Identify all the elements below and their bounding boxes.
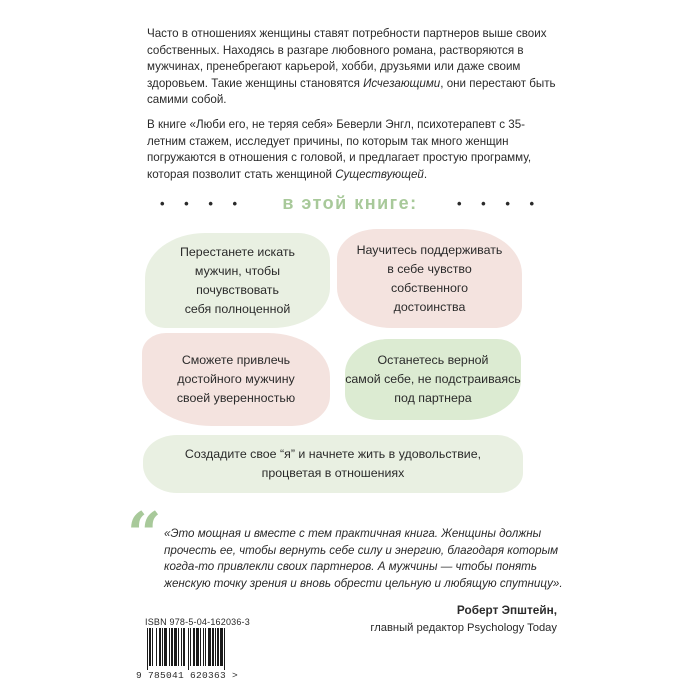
quote-author: Роберт Эпштейн, (456, 603, 557, 617)
intro-text: В книге «Люби его, не теряя себя» Беверли Энгл, психотерапевт с 35-летним стажем, исследует причины, по которым так много женщин погружаются в отношения с головой, и предлагает простую программу, которая позволит стать женщиной (147, 118, 532, 181)
intro-text: Часто в отношениях женщины ставят потребности партнеров выше своих собственных. Находясь в разгаре любовного романа, растворяются в мужчинах, пренебрегают карьерой, хобби, друзьями или даже своим здоровьем. Такие женщины становятся (147, 27, 547, 90)
isbn-label: ISBN 978-5-04-162036-3 (145, 617, 250, 627)
benefit-line: Создадите свое “я” и начнете жить в удовольствие, (184, 447, 482, 461)
intro-text: . (423, 167, 428, 181)
benefit-line: собственного (390, 280, 469, 295)
quote-mark-icon: “ (127, 500, 162, 570)
section-heading: в этой книге: (282, 193, 418, 213)
benefit-line: под партнера (394, 391, 472, 405)
benefit-line: себя полноценной (184, 301, 291, 316)
benefit-line: Научитесь поддерживать (356, 242, 503, 257)
intro-paragraph-2 (147, 117, 557, 183)
benefit-line: своей уверенностью (176, 391, 296, 405)
decorative-dots-right: • • • • (457, 196, 543, 211)
benefit-card-wide (143, 435, 523, 493)
quote-author-role: главный редактор Psychology Today (370, 622, 557, 634)
benefit-line: Сможете привлечь (181, 353, 291, 367)
benefit-line: достойного мужчину (177, 372, 295, 386)
section-heading-row (0, 193, 700, 217)
benefit-card (145, 233, 330, 328)
barcode-digits: 9 785041 620363 > (136, 670, 239, 681)
intro-emphasis: Существующей (335, 167, 424, 181)
intro-emphasis: Исчезающими (363, 76, 441, 90)
benefit-card (345, 339, 521, 420)
benefit-card (337, 229, 522, 328)
benefit-line: процветая в отношениях (261, 466, 405, 480)
benefit-card (142, 333, 330, 426)
benefit-line: в себе чувство (387, 261, 472, 276)
barcode-icon (145, 628, 255, 670)
intro-paragraph-1 (147, 26, 557, 109)
intro-text: , они перестают быть самими собой. (147, 76, 556, 107)
benefit-line: мужчин, чтобы (194, 263, 281, 278)
decorative-dots-left: • • • • (160, 196, 246, 211)
benefit-line: самой себе, не подстраиваясь (345, 372, 521, 386)
benefit-line: Останетесь верной (377, 353, 489, 367)
benefit-line: достоинства (393, 299, 466, 314)
testimonial-quote: «Это мощная и вместе с тем практичная книга. Женщины должны прочесть ее, чтобы вернуть себе силу и энергию, благодаря которым когда-то привлекли своих партнеров. А мужчины — чтобы понять женскую точку зрения и вновь обрести цельную и любящую спутницу». (164, 527, 563, 590)
benefit-line: Перестанете искать (180, 244, 295, 259)
benefit-line: почувствовать (196, 282, 279, 297)
